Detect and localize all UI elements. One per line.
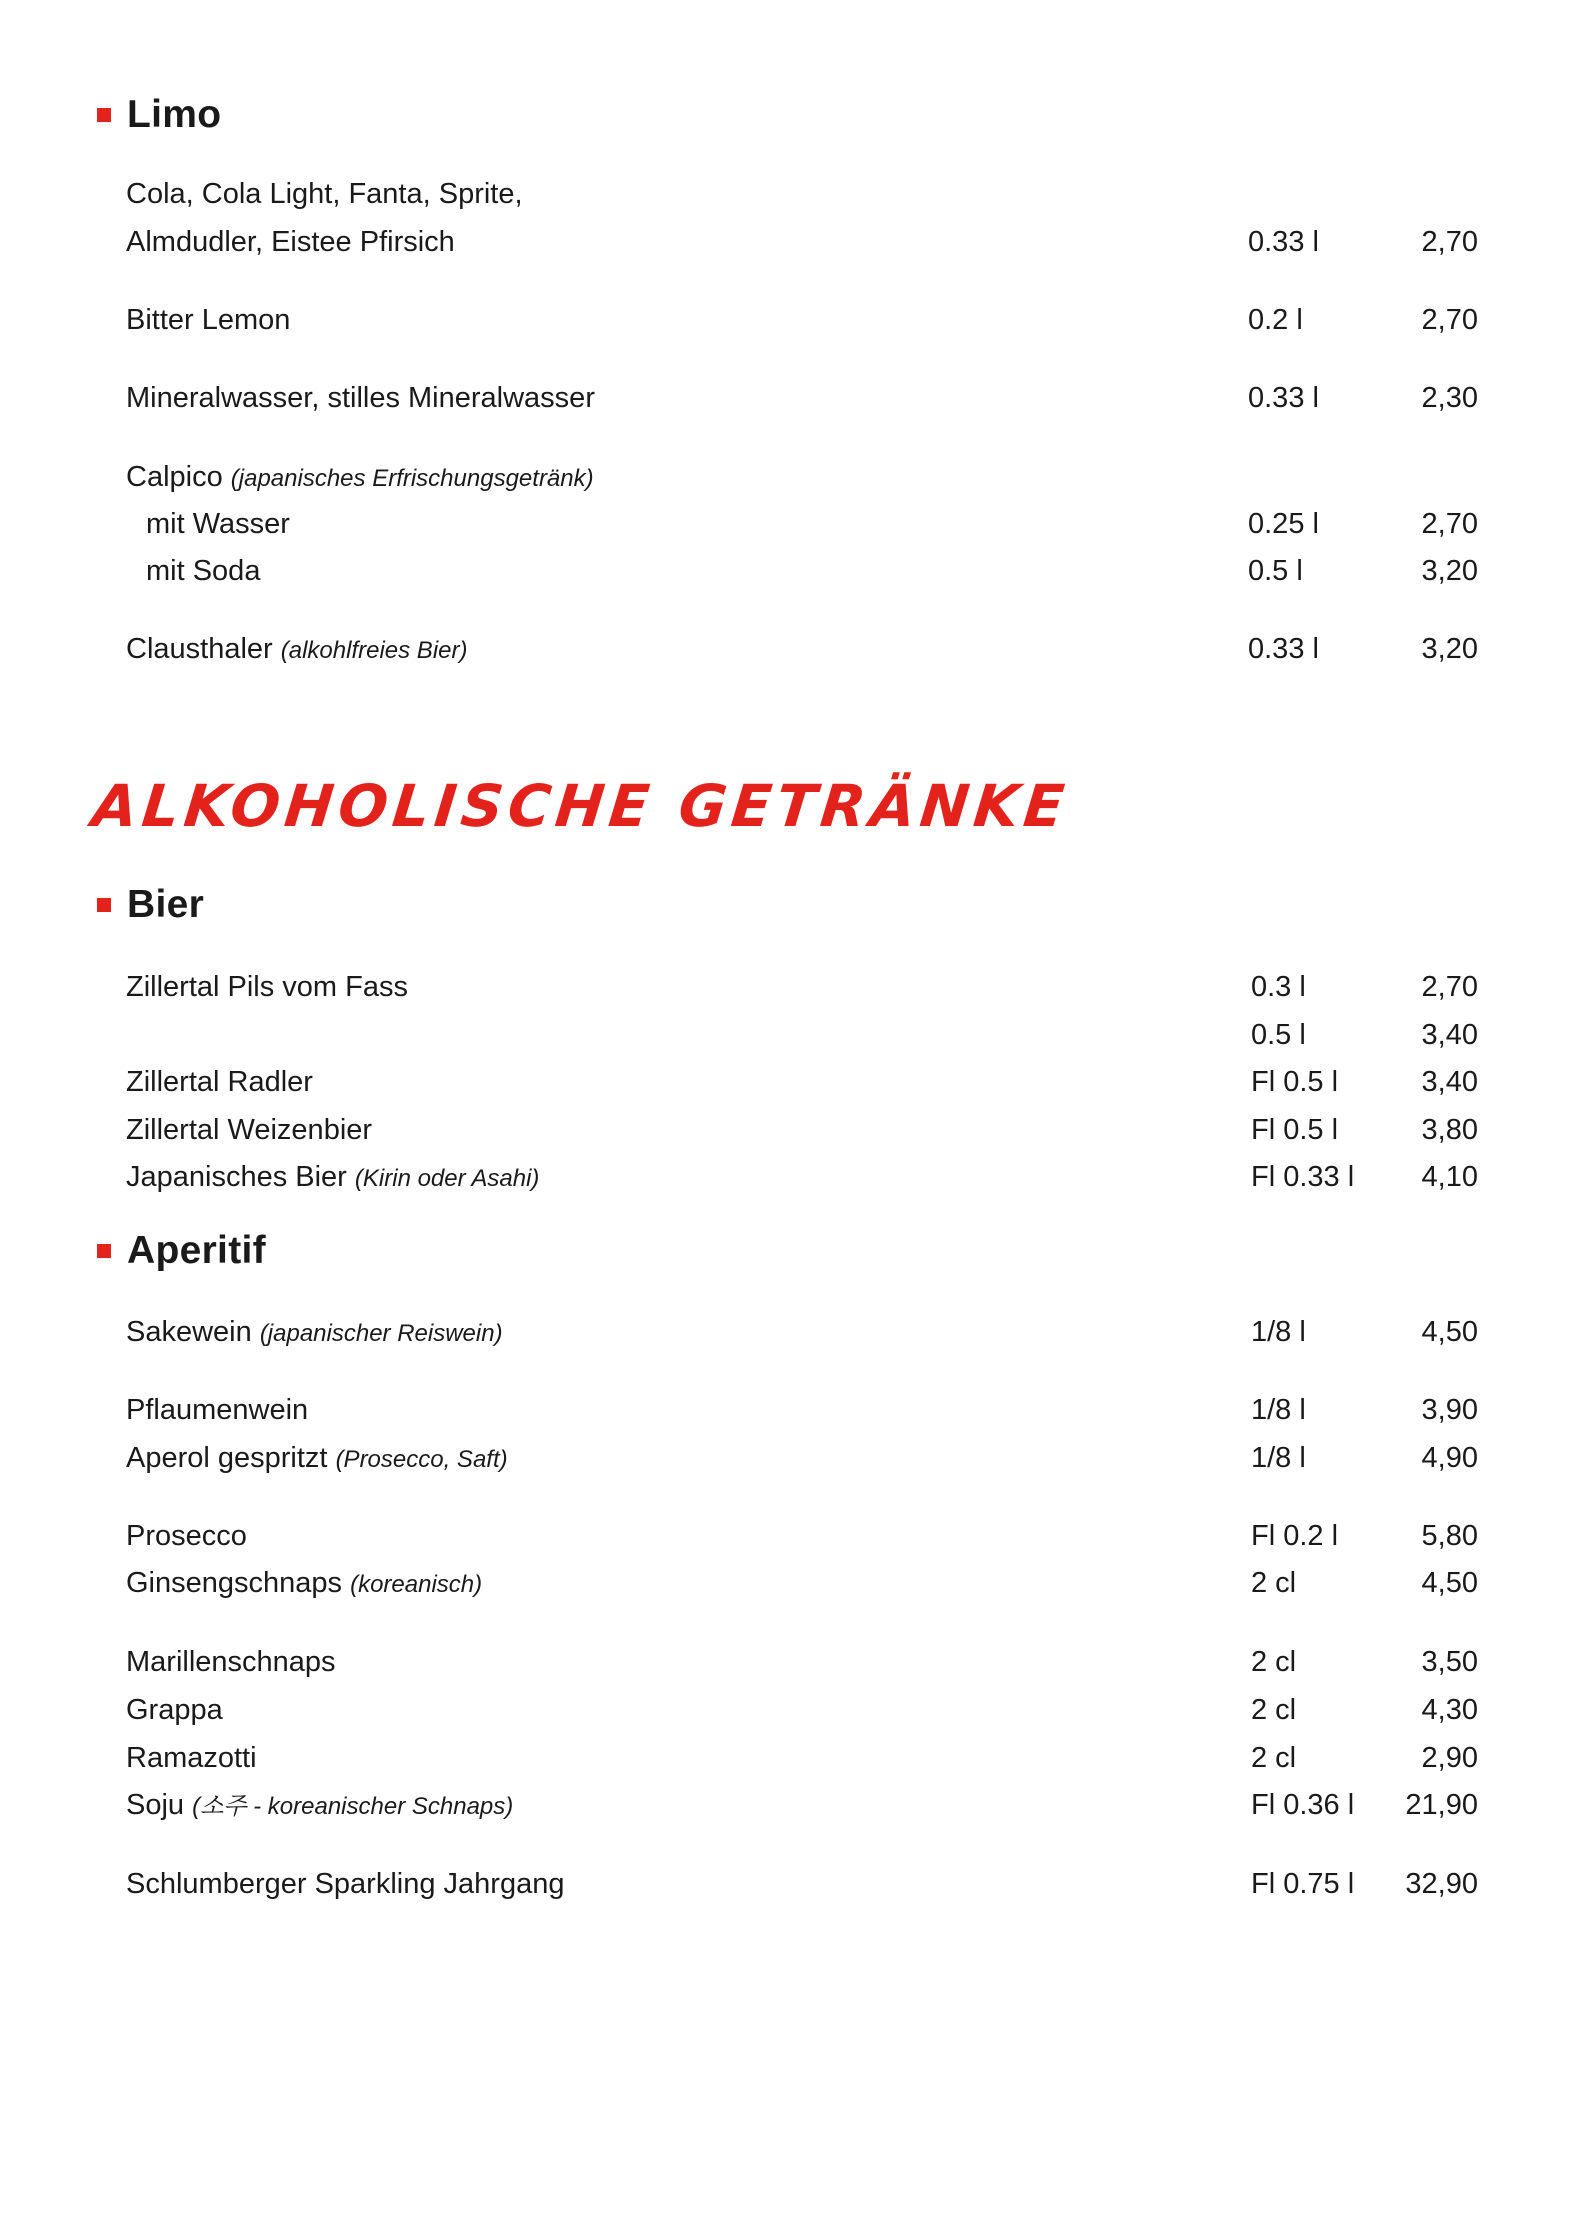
item-price: 3,40 <box>1421 1019 1478 1051</box>
item-price: 3,20 <box>1421 555 1478 587</box>
menu-item <box>0 455 1571 499</box>
item-volume: 0.25 l <box>1248 508 1319 540</box>
item-price: 2,70 <box>1421 304 1478 336</box>
item-name-with-note <box>126 1310 503 1356</box>
menu-item <box>0 220 1571 264</box>
item-name: Bitter Lemon <box>126 304 291 336</box>
item-note: (Prosecco, Saft) <box>335 1446 508 1473</box>
item-note: (koreanisch) <box>350 1571 483 1598</box>
item-volume: 0.33 l <box>1248 382 1319 414</box>
item-name: Cola, Cola Light, Fanta, Sprite, <box>126 178 523 210</box>
item-price: 4,50 <box>1421 1316 1478 1348</box>
item-price: 3,40 <box>1421 1066 1478 1098</box>
item-name-with-note <box>126 455 594 501</box>
item-name: Grappa <box>126 1694 223 1726</box>
section-title-bier: Bier <box>127 883 205 926</box>
item-name-with-note <box>126 1783 513 1829</box>
item-price: 32,90 <box>1405 1868 1478 1900</box>
item-volume: 0.33 l <box>1248 226 1319 258</box>
item-note: (japanischer Reiswein) <box>259 1320 503 1347</box>
item-note: (Kirin oder Asahi) <box>354 1165 540 1192</box>
alcoholic-drinks-banner: ALKOHOLISCHE GETRÄNKE <box>89 772 1073 840</box>
section-header-aperitif <box>97 1226 266 1276</box>
menu-item <box>0 1155 1571 1199</box>
item-name: Mineralwasser, stilles Mineralwasser <box>126 382 595 414</box>
menu-item <box>0 1862 1571 1906</box>
item-volume: Fl 0.2 l <box>1251 1520 1339 1552</box>
item-name: Zillertal Pils vom Fass <box>126 971 408 1003</box>
item-volume: 2 cl <box>1251 1742 1297 1774</box>
item-volume: 0.3 l <box>1251 971 1306 1003</box>
item-volume: 0.33 l <box>1248 633 1319 665</box>
menu-item <box>0 1310 1571 1354</box>
item-price: 2,30 <box>1421 382 1478 414</box>
item-name: mit Wasser <box>146 508 290 540</box>
item-volume: 1/8 l <box>1251 1316 1306 1348</box>
menu-item <box>0 502 1571 546</box>
item-price: 4,10 <box>1421 1161 1478 1193</box>
section-title-aperitif: Aperitif <box>127 1229 266 1272</box>
item-price: 21,90 <box>1405 1789 1478 1821</box>
item-price: 2,90 <box>1421 1742 1478 1774</box>
item-name: Pflaumenwein <box>126 1394 309 1426</box>
item-name: Ramazotti <box>126 1742 257 1774</box>
item-name-with-note <box>126 1561 482 1607</box>
item-volume: 2 cl <box>1251 1694 1297 1726</box>
menu-item <box>0 1388 1571 1432</box>
item-price: 3,80 <box>1421 1114 1478 1146</box>
menu-item <box>0 1783 1571 1827</box>
item-name-with-note <box>126 1436 508 1482</box>
section-header-bier <box>97 880 204 930</box>
item-name: Prosecco <box>126 1520 247 1552</box>
item-name: Schlumberger Sparkling Jahrgang <box>126 1868 565 1900</box>
menu-item <box>0 1436 1571 1480</box>
section-header-limo <box>97 90 221 140</box>
item-name-text: Japanisches Bier <box>126 1161 347 1193</box>
item-name: mit Soda <box>146 555 261 587</box>
item-volume: Fl 0.36 l <box>1251 1789 1355 1821</box>
item-volume: 2 cl <box>1251 1567 1297 1599</box>
item-volume: Fl 0.33 l <box>1251 1161 1355 1193</box>
menu-item <box>0 549 1571 593</box>
item-name-text: Ginsengschnaps <box>126 1567 343 1599</box>
item-price: 4,50 <box>1421 1567 1478 1599</box>
item-name: Zillertal Weizenbier <box>126 1114 373 1146</box>
item-name-text: Calpico <box>126 461 223 493</box>
item-volume: Fl 0.75 l <box>1251 1868 1355 1900</box>
item-price: 3,90 <box>1421 1394 1478 1426</box>
menu-item <box>0 1060 1571 1104</box>
item-note: (소주 - koreanischer Schnaps) <box>192 1793 514 1820</box>
item-volume: 0.5 l <box>1251 1019 1306 1051</box>
item-volume: 1/8 l <box>1251 1442 1306 1474</box>
item-name-text: Soju <box>126 1789 185 1821</box>
menu-item <box>0 1736 1571 1780</box>
item-name-text: Sakewein <box>126 1316 252 1348</box>
item-name: Zillertal Radler <box>126 1066 313 1098</box>
menu-item <box>0 627 1571 671</box>
menu-item <box>0 965 1571 1009</box>
item-volume: 0.2 l <box>1248 304 1303 336</box>
item-volume: Fl 0.5 l <box>1251 1114 1339 1146</box>
item-note: (japanisches Erfrischungsgetränk) <box>230 465 594 492</box>
red-square-bullet-icon <box>97 898 111 912</box>
item-name: Almdudler, Eistee Pfirsich <box>126 226 455 258</box>
item-name: Marillenschnaps <box>126 1646 336 1678</box>
red-square-bullet-icon <box>97 1244 111 1258</box>
item-price: 2,70 <box>1421 971 1478 1003</box>
menu-item <box>0 1640 1571 1684</box>
item-name-text: Aperol gespritzt <box>126 1442 328 1474</box>
item-volume: 0.5 l <box>1248 555 1303 587</box>
menu-item <box>0 172 1571 216</box>
item-price: 4,90 <box>1421 1442 1478 1474</box>
menu-item <box>0 1013 1571 1057</box>
item-price: 2,70 <box>1421 226 1478 258</box>
menu-item <box>0 1514 1571 1558</box>
item-volume: Fl 0.5 l <box>1251 1066 1339 1098</box>
item-volume: 1/8 l <box>1251 1394 1306 1426</box>
menu-item <box>0 298 1571 342</box>
item-price: 4,30 <box>1421 1694 1478 1726</box>
item-name-with-note <box>126 627 467 673</box>
item-note: (alkohlfreies Bier) <box>280 637 468 664</box>
red-square-bullet-icon <box>97 108 111 122</box>
menu-item <box>0 376 1571 420</box>
menu-item <box>0 1108 1571 1152</box>
item-price: 2,70 <box>1421 508 1478 540</box>
menu-item <box>0 1688 1571 1732</box>
item-price: 3,50 <box>1421 1646 1478 1678</box>
section-title-limo: Limo <box>127 93 222 136</box>
menu-item <box>0 1561 1571 1605</box>
item-volume: 2 cl <box>1251 1646 1297 1678</box>
item-price: 3,20 <box>1421 633 1478 665</box>
item-price: 5,80 <box>1421 1520 1478 1552</box>
item-name-text: Clausthaler <box>126 633 273 665</box>
item-name-with-note <box>126 1155 539 1201</box>
